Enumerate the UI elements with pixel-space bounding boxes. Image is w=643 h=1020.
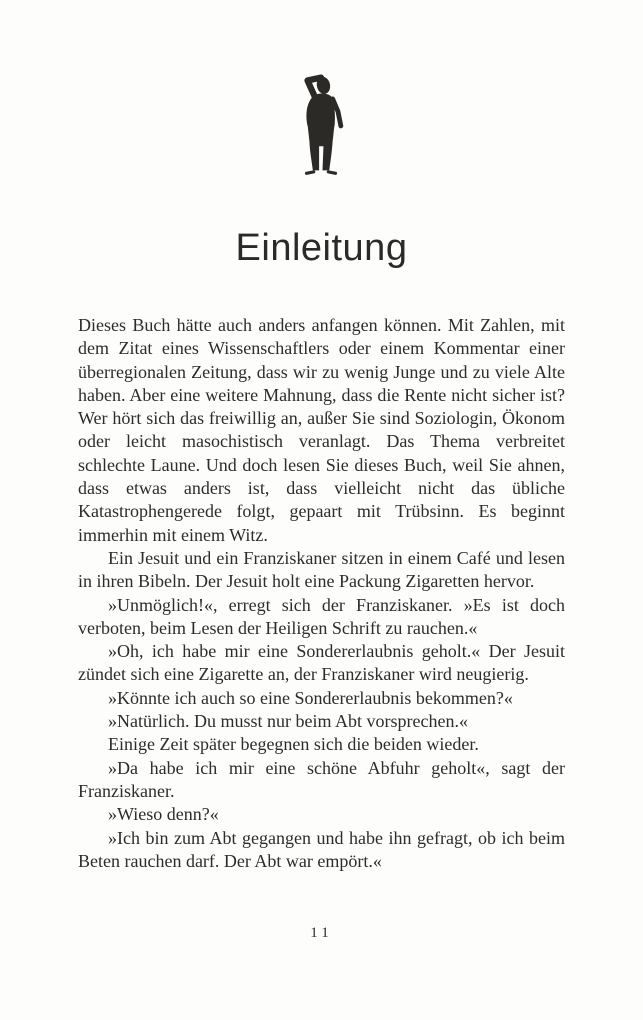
paragraph: Einige Zeit später begegnen sich die beiden wieder.	[108, 734, 479, 755]
body-text	[78, 314, 565, 873]
paragraph: »Unmöglich!«, erregt sich der Franziskaner. »Es ist doch verboten, beim Lesen der Heiligen Schrift zu rauchen.«	[78, 594, 565, 638]
paragraph: »Oh, ich habe mir eine Sondererlaubnis geholt.« Der Jesuit zündet sich eine Zigarette an, der Franziskaner wird neugierig.	[78, 641, 565, 685]
paragraph: »Ich bin zum Abt gegangen und habe ihn gefragt, ob ich beim Beten rauchen darf. Der Abt war empört.«	[78, 827, 565, 871]
paragraph: »Könnte ich auch so eine Sondererlaubnis bekommen?«	[108, 687, 513, 708]
paragraph: Dieses Buch hätte auch anders anfangen können. Mit Zahlen, mit dem Zitat eines Wissenschaftlers oder einem Kommentar einer überregionalen Zeitung, dass wir zu wenig Junge und zu viele Alte haben. Aber eine weitere Mahnung, dass die Rente nicht sicher ist? Wer hört sich das freiwillig an, außer Sie sind Soziologin, Ökonom oder leicht masochistisch veranlagt. Das Thema verbreitet schlechte Laune. Und doch lesen Sie dieses Buch, weil Sie ahnen, dass etwas anders ist, dass vielleicht nicht das übliche Katastrophengerede folgt, gepaart mit Trübsinn. Es beginnt immerhin mit einem Witz.	[78, 315, 565, 545]
paragraph: »Wieso denn?«	[108, 804, 219, 825]
page-number: 11	[310, 925, 333, 941]
chapter-title: Einleitung	[235, 227, 408, 270]
paragraph: Ein Jesuit und ein Franziskaner sitzen in einem Café und lesen in ihren Bibeln. Der Jesuit holt eine Packung Zigaretten hervor.	[78, 547, 565, 592]
paragraph: »Da habe ich mir eine schöne Abfuhr geholt«, sagt der Franziskaner.	[78, 757, 565, 801]
chapter-figure	[0, 68, 643, 180]
paragraph: »Natürlich. Du musst nur beim Abt vorsprechen.«	[108, 711, 468, 732]
person-scratching-head-icon	[293, 68, 351, 180]
